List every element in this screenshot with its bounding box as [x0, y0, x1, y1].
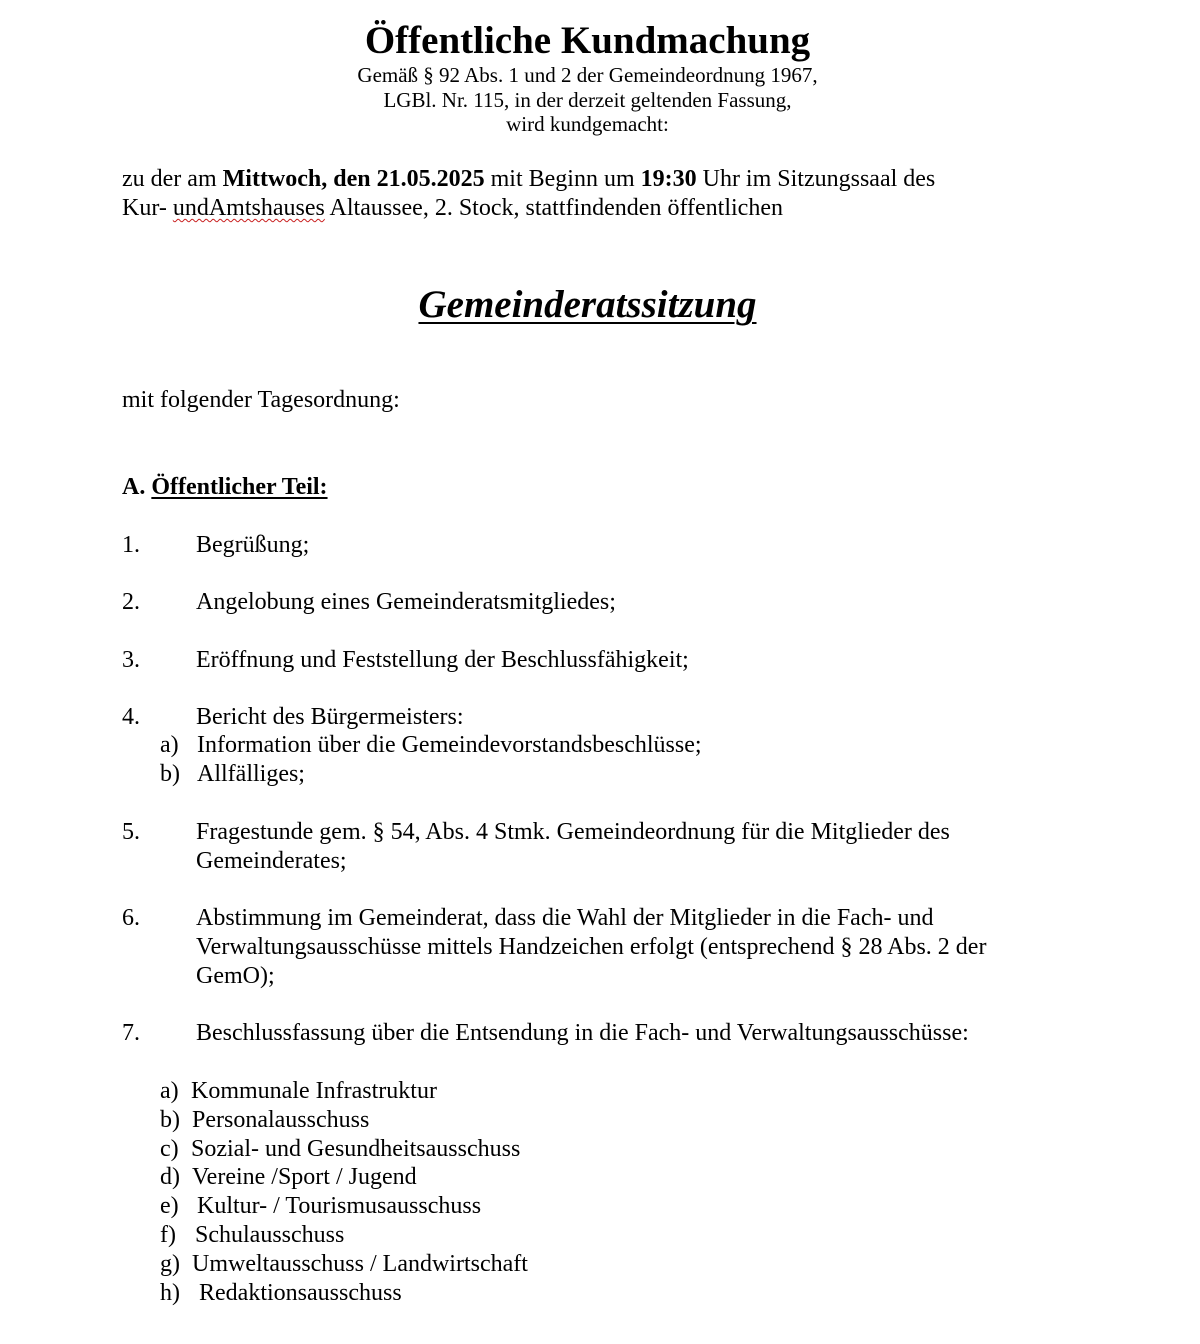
intro-text: Altaussee, 2. Stock, stattfindenden öffentlichen: [324, 195, 783, 221]
agenda-item-text: Verwaltungsausschüsse mittels Handzeichen erfolgt (entsprechend § 28 Abs. 2 der: [196, 934, 987, 960]
agenda-item-number: 4.: [122, 704, 140, 730]
sub-item-text: Kultur- / Tourismusausschuss: [197, 1193, 482, 1219]
intro-text: Kur-: [122, 195, 173, 221]
sub-item-label: d): [160, 1164, 180, 1190]
agenda-item-text: Beschlussfassung über die Entsendung in die Fach- und Verwaltungsausschüsse:: [196, 1020, 969, 1046]
sub-item-label: c): [160, 1136, 179, 1162]
intro-text: zu der am: [122, 166, 223, 192]
agenda-item-text: Gemeinderates;: [196, 848, 347, 874]
agenda-item-number: 5.: [122, 819, 140, 845]
legal-basis-line-1: Gemäß § 92 Abs. 1 und 2 der Gemeindeordnung 1967,: [357, 63, 818, 87]
sub-item-label: f): [160, 1222, 176, 1248]
sub-item-label: a): [160, 1078, 179, 1104]
section-prefix: A.: [122, 474, 152, 500]
section-label: Öffentlicher Teil:: [151, 474, 328, 500]
agenda-item-text: Abstimmung im Gemeinderat, dass die Wahl der Mitglieder in die Fach- und: [196, 905, 934, 931]
sub-item-text: Vereine /Sport / Jugend: [192, 1164, 417, 1190]
agenda-item-text: Fragestunde gem. § 54, Abs. 4 Stmk. Gemeindeordnung für die Mitglieder des: [196, 819, 950, 845]
agenda-item-text: GemO);: [196, 963, 275, 989]
sub-item-label: e): [160, 1193, 179, 1219]
agenda-item-number: 1.: [122, 532, 140, 558]
spellcheck-word: undAmtshauses: [172, 195, 325, 221]
sub-item-text: Information über die Gemeindevorstandsbeschlüsse;: [197, 732, 702, 758]
agenda-item-text: Bericht des Bürgermeisters:: [196, 704, 464, 730]
agenda-item-text: Eröffnung und Feststellung der Beschlussfähigkeit;: [196, 647, 689, 673]
sub-item-text: Allfälliges;: [197, 761, 305, 787]
intro-text: Uhr im Sitzungssaal des: [696, 166, 936, 192]
sub-item-label: b): [160, 761, 180, 787]
intro-line-1: [122, 165, 935, 194]
agenda-item-number: 6.: [122, 905, 140, 931]
agenda-item-number: 7.: [122, 1020, 140, 1046]
document-title: Öffentliche Kundmachung: [364, 19, 811, 62]
sub-item-text: Schulausschuss: [195, 1222, 345, 1248]
intro-line-2: [122, 194, 783, 223]
section-heading: [122, 473, 328, 502]
sub-item-text: Umweltausschuss / Landwirtschaft: [192, 1251, 528, 1277]
sub-item-label: h): [160, 1280, 180, 1306]
agenda-intro: mit folgender Tagesordnung:: [122, 387, 400, 413]
agenda-item-number: 3.: [122, 647, 140, 673]
agenda-item-text: Angelobung eines Gemeinderatsmitgliedes;: [196, 589, 616, 615]
sub-item-text: Personalausschuss: [192, 1107, 370, 1133]
meeting-time: 19:30: [640, 166, 697, 192]
meeting-title: Gemeinderatssitzung: [418, 283, 757, 326]
sub-item-text: Redaktionsausschuss: [199, 1280, 402, 1306]
sub-item-label: a): [160, 732, 179, 758]
agenda-item-number: 2.: [122, 589, 140, 615]
sub-item-text: Sozial- und Gesundheitsausschuss: [191, 1136, 521, 1162]
legal-basis-line-2: LGBl. Nr. 115, in der derzeit geltenden Fassung,: [383, 88, 792, 112]
meeting-date: Mittwoch, den 21.05.2025: [222, 166, 485, 192]
agenda-item-text: Begrüßung;: [196, 532, 310, 558]
sub-item-label: g): [160, 1251, 180, 1277]
sub-item-text: Kommunale Infrastruktur: [191, 1078, 437, 1104]
sub-item-label: b): [160, 1107, 180, 1133]
legal-basis-line-3: wird kundgemacht:: [506, 112, 669, 136]
intro-text: mit Beginn um: [484, 166, 641, 192]
